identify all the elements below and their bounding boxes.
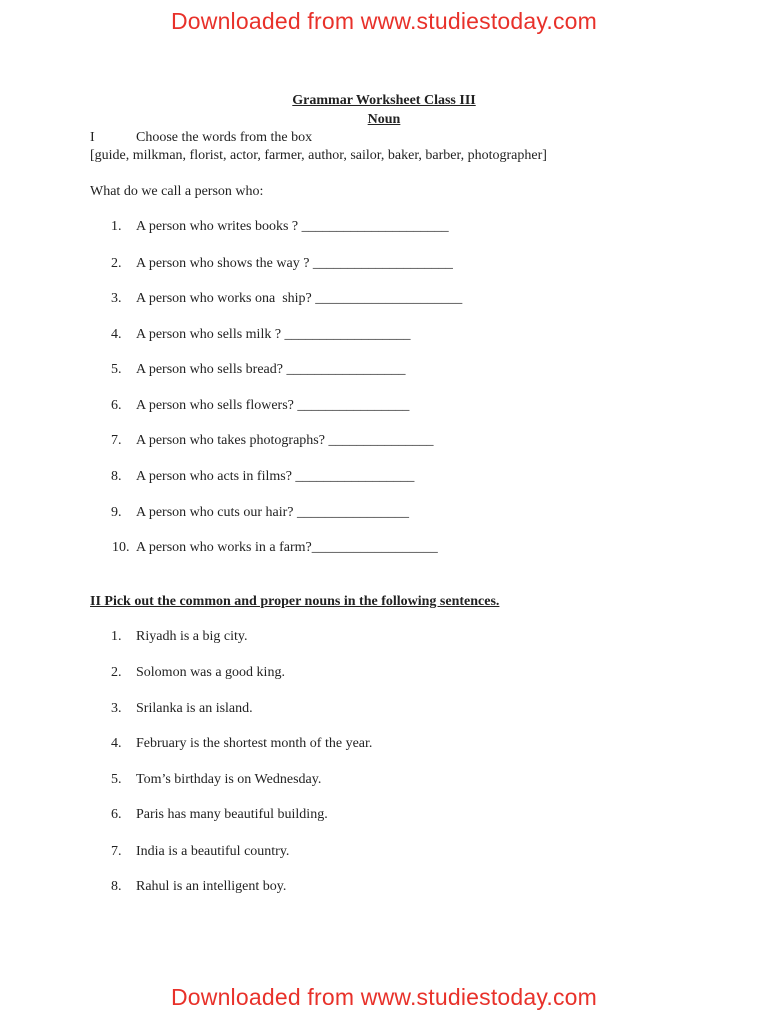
item-number: 7. — [111, 433, 122, 448]
section1-number: I — [90, 130, 95, 145]
fill-blank-question: A person who acts in films? _________________ — [136, 469, 415, 484]
word-box: [guide, milkman, florist, actor, farmer, author, sailor, baker, barber, photographer] — [90, 148, 547, 163]
fill-blank-question: A person who works in a farm?__________________ — [136, 540, 438, 555]
item-number: 5. — [111, 772, 122, 787]
item-number: 7. — [111, 844, 122, 859]
item-number: 6. — [111, 398, 122, 413]
fill-blank-question: A person who sells milk ? __________________ — [136, 327, 411, 342]
sentence: India is a beautiful country. — [136, 844, 290, 859]
worksheet-title: Grammar Worksheet Class III — [292, 93, 476, 108]
download-banner-bottom: Downloaded from www.studiestoday.com — [170, 984, 598, 1010]
section1-instruction: Choose the words from the box — [136, 130, 313, 145]
item-number: 9. — [111, 505, 122, 520]
item-number: 3. — [111, 291, 122, 306]
item-number: 10. — [112, 540, 130, 555]
item-number: 1. — [111, 629, 122, 644]
item-number: 2. — [111, 256, 122, 271]
download-banner-top: Downloaded from www.studiestoday.com — [170, 8, 598, 34]
sentence: February is the shortest month of the year. — [136, 736, 373, 751]
item-number: 6. — [111, 807, 122, 822]
fill-blank-question: A person who sells flowers? ________________ — [136, 398, 410, 413]
sentence: Rahul is an intelligent boy. — [136, 879, 287, 894]
sentence: Paris has many beautiful building. — [136, 807, 328, 822]
item-number: 5. — [111, 362, 122, 377]
fill-blank-question: A person who shows the way ? ____________________ — [136, 256, 453, 271]
sentence: Solomon was a good king. — [136, 665, 285, 680]
item-number: 2. — [111, 665, 122, 680]
section1-question: What do we call a person who: — [90, 184, 264, 199]
fill-blank-question: A person who takes photographs? _______________ — [136, 433, 434, 448]
item-number: 8. — [111, 469, 122, 484]
worksheet-subtitle: Noun — [367, 112, 401, 127]
fill-blank-question: A person who cuts our hair? ________________ — [136, 505, 409, 520]
item-number: 3. — [111, 701, 122, 716]
sentence: Riyadh is a big city. — [136, 629, 248, 644]
sentence: Srilanka is an island. — [136, 701, 253, 716]
item-number: 4. — [111, 736, 122, 751]
fill-blank-question: A person who writes books ? _____________________ — [136, 219, 449, 234]
item-number: 4. — [111, 327, 122, 342]
item-number: 1. — [111, 219, 122, 234]
sentence: Tom’s birthday is on Wednesday. — [136, 772, 322, 787]
item-number: 8. — [111, 879, 122, 894]
section2-heading: II Pick out the common and proper nouns in the following sentences. — [90, 594, 500, 609]
fill-blank-question: A person who sells bread? _________________ — [136, 362, 406, 377]
fill-blank-question: A person who works ona ship? _____________________ — [136, 291, 463, 306]
